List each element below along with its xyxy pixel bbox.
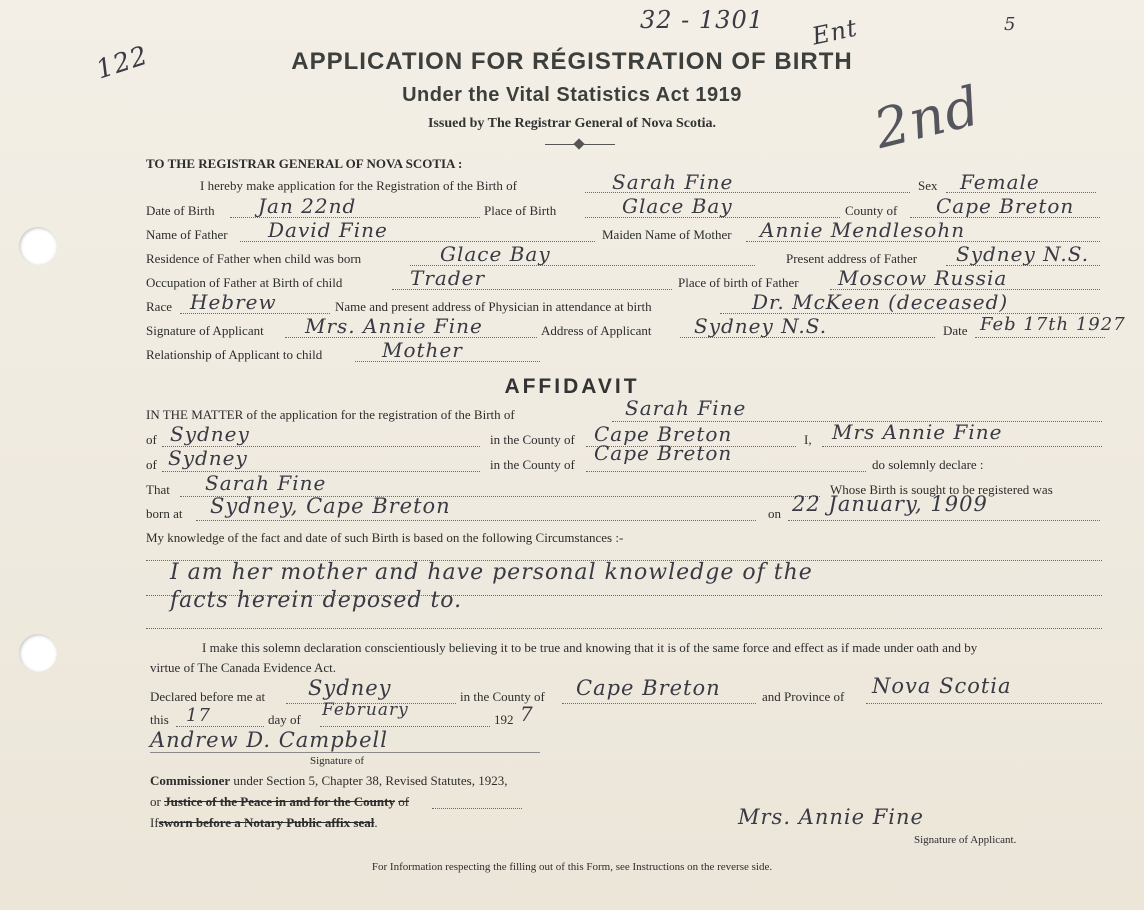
matter-label: IN THE MATTER of the application for the registration of the Birth of: [146, 407, 515, 422]
county1-label: in the County of: [490, 432, 575, 447]
county2-label: in the County of: [490, 457, 575, 472]
county2-value: Cape Breton: [594, 441, 733, 465]
race-label: Race: [146, 299, 172, 314]
applicant-address-value: Sydney N.S.: [694, 314, 828, 338]
physician-label: Name and present address of Physician in attendance at birth: [335, 299, 652, 314]
born-on-value: 22 January, 1909: [792, 492, 988, 516]
born-on-line: [788, 520, 1100, 521]
notary-line: [150, 815, 378, 831]
applicant-signature: Mrs. Annie Fine: [738, 805, 924, 829]
declared-at-value: Sydney: [308, 676, 392, 700]
this-label: this: [150, 712, 169, 727]
sex-value: Female: [960, 170, 1040, 194]
date-label: Date: [943, 323, 968, 338]
mother-label: Maiden Name of Mother: [602, 227, 732, 242]
notary-struck-text: sworn before a Notary Public affix seal: [158, 815, 375, 830]
occupation-value: Trader: [410, 266, 486, 290]
applicant-address-label: Address of Applicant: [541, 323, 652, 338]
declare-label: do solemnly declare :: [872, 457, 984, 472]
circumstance-text-2: facts herein deposed to.: [170, 588, 463, 613]
signature-value: Mrs. Annie Fine: [305, 314, 483, 338]
page-number-note: 122: [92, 40, 152, 86]
applicant-signature-label: Signature of Applicant.: [914, 834, 1017, 846]
jp-or: or: [150, 794, 161, 809]
county2-line: [586, 471, 866, 472]
declaration-text-1: I make this solemn declaration conscientiously believing it to be true and knowing that it is of the same force and effect as if made under oath and by: [202, 640, 978, 655]
commissioner-rest: under Section 5, Chapter 38, Revised Statutes, 1923,: [233, 773, 508, 788]
jp-line: [150, 794, 409, 810]
circumstance-text-1: I am her mother and have personal knowledge of the: [170, 560, 813, 585]
mother-value: Annie Mendlesohn: [760, 218, 966, 242]
physician-value: Dr. McKeen (deceased): [752, 290, 1009, 314]
father-birthplace-value: Moscow Russia: [838, 266, 1008, 290]
relationship-value: Mother: [382, 338, 463, 362]
county-value: Cape Breton: [936, 194, 1075, 218]
form-subtitle: Under the Vital Statistics Act 1919: [402, 84, 742, 106]
intro-label: I hereby make application for the Registration of the Birth of: [200, 178, 517, 193]
date-value: Feb 17th 1927: [980, 314, 1126, 335]
dob-label: Date of Birth: [146, 203, 215, 218]
declaration-text-2: virtue of The Canada Evidence Act.: [150, 660, 337, 675]
circumstance-line-3: [146, 628, 1102, 629]
commissioner-signature-line: [150, 752, 540, 753]
five-note: 5: [1004, 14, 1017, 35]
of2-value: Sydney: [168, 446, 248, 470]
ent-note: Ent: [809, 13, 861, 51]
place-of-birth-label: Place of Birth: [484, 203, 557, 218]
year-prefix: 192: [494, 712, 514, 727]
file-number-note: 32 - 1301: [640, 6, 764, 34]
declarant-value: Mrs Annie Fine: [832, 420, 1003, 444]
sex-label: Sex: [918, 178, 938, 193]
day-value: 17: [186, 705, 211, 726]
province-line: [866, 703, 1102, 704]
county-label: County of: [845, 203, 898, 218]
declared-label: Declared before me at: [150, 689, 266, 704]
month-line: [320, 726, 490, 727]
ornament-diamond: [573, 138, 584, 149]
father-label: Name of Father: [146, 227, 228, 242]
footer-note: For Information respecting the filling out of this Form, see Instructions on the reverse side.: [371, 861, 773, 873]
occupation-label: Occupation of Father at Birth of child: [146, 275, 343, 290]
declarant-line: [822, 446, 1102, 447]
race-value: Hebrew: [190, 290, 277, 314]
born-at-value: Sydney, Cape Breton: [210, 494, 451, 518]
affidavit-heading: AFFIDAVIT: [504, 375, 640, 398]
signature-label: Signature of Applicant: [146, 323, 264, 338]
residence-label: Residence of Father when child was born: [146, 251, 362, 266]
province-value: Nova Scotia: [872, 674, 1012, 698]
notary-if: If: [150, 815, 159, 830]
born-at-line: [196, 520, 756, 521]
date-line: [975, 337, 1105, 338]
punch-hole-top: [19, 227, 57, 265]
year-suffix: 7: [520, 702, 534, 726]
of2-label: of: [146, 457, 157, 472]
notary-end: .: [374, 815, 378, 830]
jp-of: of: [398, 794, 410, 809]
declared-county-value: Cape Breton: [576, 676, 721, 700]
i-label: I,: [804, 432, 812, 447]
child-name-value: Sarah Fine: [612, 170, 734, 194]
dob-value: Jan 22nd: [258, 194, 357, 218]
declared-county-label: in the County of: [460, 689, 545, 704]
that-label: That: [146, 482, 170, 497]
place-of-birth-value: Glace Bay: [622, 194, 733, 218]
of1-value: Sydney: [170, 422, 250, 446]
commissioner-signature: Andrew D. Campbell: [150, 728, 388, 752]
commissioner-label: Commissioner: [150, 773, 231, 788]
on-label: on: [768, 506, 781, 521]
day-line: [176, 726, 264, 727]
salutation: TO THE REGISTRAR GENERAL OF NOVA SCOTIA :: [146, 156, 463, 171]
commissioner-line: [150, 773, 507, 789]
province-label: and Province of: [762, 689, 845, 704]
born-at-label: born at: [146, 506, 183, 521]
county1-value: Cape Breton: [594, 422, 733, 446]
declared-county-line: [562, 703, 756, 704]
second-copy-note: 2nd: [867, 74, 987, 161]
jp-struck-text: Justice of the Peace in and for the County: [164, 794, 395, 809]
whose-birth-label: Whose Birth is sought to be registered was: [830, 482, 1053, 497]
father-value: David Fine: [268, 218, 388, 242]
matter-value: Sarah Fine: [625, 396, 747, 420]
of1-label: of: [146, 432, 157, 447]
month-value: February: [322, 700, 409, 720]
jp-county-line: [432, 808, 522, 809]
knowledge-label: My knowledge of the fact and date of such Birth is based on the following Circumstances :-: [146, 530, 624, 545]
residence-value: Glace Bay: [440, 242, 551, 266]
day-of-label: day of: [268, 712, 301, 727]
father-birthplace-label: Place of birth of Father: [678, 275, 799, 290]
present-address-label: Present address of Father: [786, 251, 918, 266]
issued-by: Issued by The Registrar General of Nova Scotia.: [427, 116, 717, 131]
present-address-value: Sydney N.S.: [956, 242, 1090, 266]
form-title: APPLICATION FOR RÉGISTRATION OF BIRTH: [291, 48, 853, 75]
that-value: Sarah Fine: [205, 471, 327, 495]
punch-hole-bottom: [19, 634, 57, 672]
relationship-label: Relationship of Applicant to child: [146, 347, 323, 362]
signature-of-label: Signature of: [310, 755, 365, 767]
